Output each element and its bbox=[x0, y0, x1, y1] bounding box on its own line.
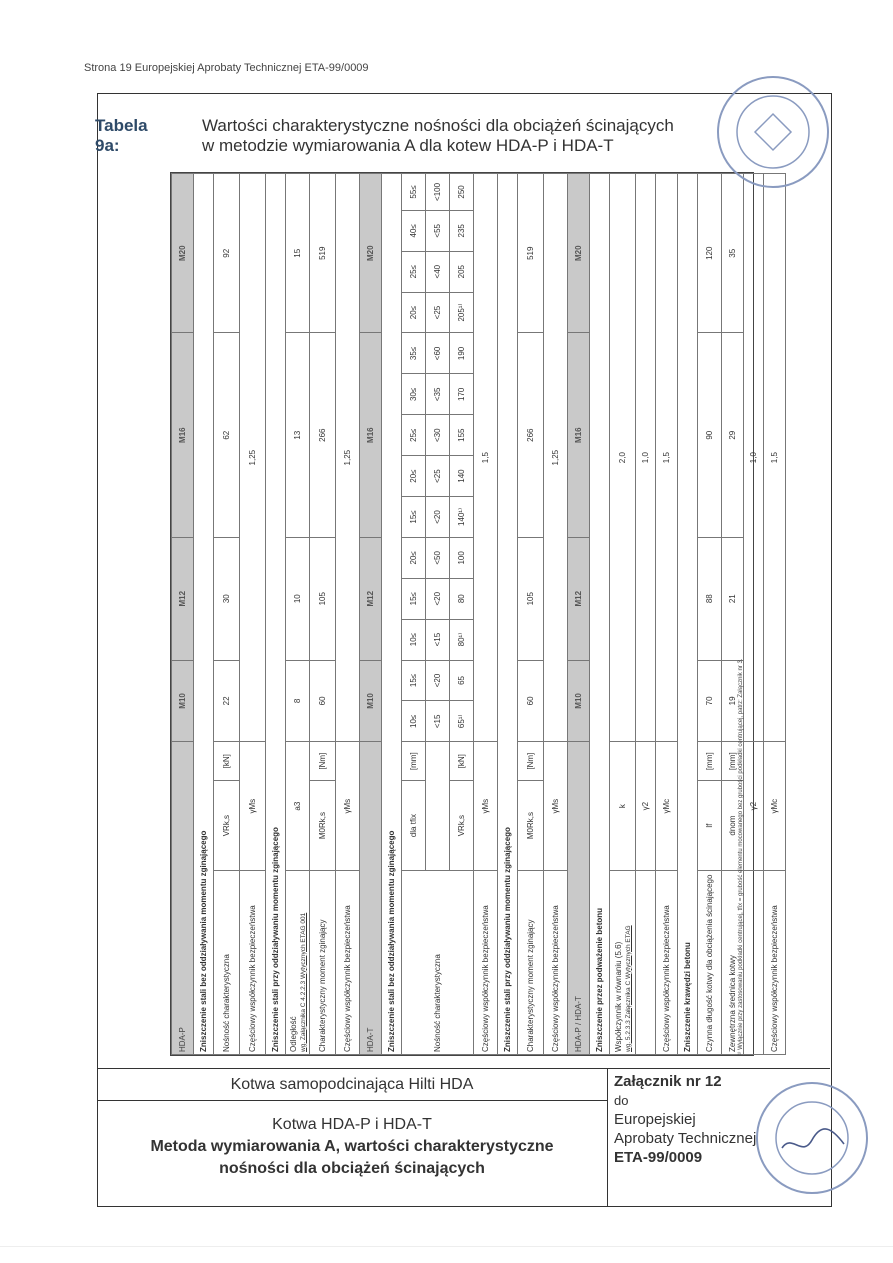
symbol: VRk,s bbox=[450, 781, 474, 871]
symbol: VRk,s bbox=[214, 781, 240, 871]
row-label-main: Współczynnik w równaniu (5.6) bbox=[613, 941, 623, 1052]
unit: [mm] bbox=[698, 742, 722, 781]
cell-value: 21 bbox=[722, 537, 744, 660]
cell-value: <25 bbox=[426, 292, 450, 333]
cell-value: 105 bbox=[518, 537, 544, 660]
cell-value: 2,0 bbox=[610, 174, 636, 742]
footer-divider-top bbox=[97, 1068, 830, 1069]
cell-value: <15 bbox=[426, 619, 450, 660]
table-row bbox=[498, 174, 518, 1055]
cell-value: 10≤ bbox=[402, 619, 426, 660]
cell-value: 1,5 bbox=[474, 174, 498, 742]
footer-line-3: nośności dla obciążeń ścinających bbox=[219, 1160, 485, 1177]
row-label: Częściowy współczynnik bezpieczeństwa bbox=[544, 871, 568, 1055]
row-label: Zewnętrzna średnica kotwy bbox=[722, 871, 744, 1055]
table-row bbox=[240, 174, 266, 1055]
rotated-table bbox=[171, 173, 779, 1055]
row-label bbox=[610, 871, 636, 1055]
unit: [Nm] bbox=[310, 742, 336, 781]
cell-value: 80 bbox=[450, 578, 474, 619]
cell-value: 20≤ bbox=[402, 456, 426, 497]
title-line-1: Wartości charakterystyczne nośności dla obciążeń ścinających bbox=[202, 116, 674, 135]
cell-value: 15≤ bbox=[402, 578, 426, 619]
cell-value: 35 bbox=[722, 174, 744, 333]
annex-line-3: ETA-99/0009 bbox=[614, 1149, 703, 1166]
cell-value: 1,5 bbox=[656, 174, 678, 742]
rotated-table-host bbox=[170, 172, 779, 1056]
cell-value: <30 bbox=[426, 415, 450, 456]
cell-value: 29 bbox=[722, 333, 744, 537]
cell-value: 40≤ bbox=[402, 210, 426, 251]
cell-value: 266 bbox=[518, 333, 544, 537]
page-edge bbox=[0, 1246, 893, 1247]
size-m16: M16 bbox=[568, 333, 590, 537]
symbol: γMc bbox=[764, 742, 786, 871]
row-label-ref: wg. Załącznika C 4.2.2.3 Wytycznych ETAG 001 bbox=[299, 912, 307, 1052]
unit: [Nm] bbox=[518, 742, 544, 781]
cell-value: 62 bbox=[214, 333, 240, 537]
size-m12: M12 bbox=[172, 537, 194, 660]
footer-line-2: Metoda wymiarowania A, wartości charakterystyczne bbox=[150, 1138, 554, 1155]
footer-description bbox=[97, 1114, 607, 1180]
table-row bbox=[698, 174, 722, 1055]
page-header: Strona 19 Europejskiej Aprobaty Technicznej ETA-99/0009 bbox=[84, 62, 369, 74]
row-label: Częściowy współczynnik bezpieczeństwa bbox=[474, 871, 498, 1055]
cell-value: 35≤ bbox=[402, 333, 426, 374]
cell-value: 30≤ bbox=[402, 374, 426, 415]
table-row bbox=[214, 174, 240, 1055]
title-line-2: w metodzie wymiarowania A dla kotew HDA-P i HDA-T bbox=[202, 136, 614, 155]
section-heading: Zniszczenie stali przy oddziaływaniu momentu zginającego bbox=[266, 174, 286, 1055]
table-row bbox=[744, 174, 764, 1055]
size-m20: M20 bbox=[568, 174, 590, 333]
unit: [mm] bbox=[402, 742, 426, 781]
row-label-ref: wg. 5.2.3.3 Załącznika C Wytycznych ETAG bbox=[624, 925, 632, 1052]
cell-value: 60 bbox=[310, 660, 336, 742]
symbol: γ2 bbox=[636, 742, 656, 871]
symbol: γMc bbox=[656, 742, 678, 871]
table-row bbox=[474, 174, 498, 1055]
annex-line-2: Aprobaty Technicznej bbox=[614, 1130, 757, 1147]
cell-value: 55≤ bbox=[402, 174, 426, 211]
cell-value: 1,0 bbox=[636, 174, 656, 742]
size-m12: M12 bbox=[568, 537, 590, 660]
section-heading: Zniszczenie stali przy oddziaływaniu momentu zginającego bbox=[498, 174, 518, 1055]
unit: [kN] bbox=[450, 742, 474, 781]
footer-divider-mid bbox=[97, 1100, 607, 1101]
cell-value: 1,25 bbox=[544, 174, 568, 742]
cell-value: 519 bbox=[518, 174, 544, 333]
row-label: Częściowy współczynnik bezpieczeństwa bbox=[656, 871, 678, 1055]
cell-value: 90 bbox=[698, 333, 722, 537]
cell-value: 13 bbox=[286, 333, 310, 537]
cell-value: 1,5 bbox=[764, 174, 786, 742]
row-label: Charakterystyczny moment zginający bbox=[518, 871, 544, 1055]
annex-block bbox=[614, 1072, 756, 1167]
cell-value: 10≤ bbox=[402, 701, 426, 742]
symbol: a3 bbox=[286, 742, 310, 871]
cell-value: 20≤ bbox=[402, 292, 426, 333]
table-row bbox=[610, 174, 636, 1055]
section-heading: Zniszczenie przez podważenie betonu bbox=[590, 174, 610, 1055]
section-heading: Zniszczenie stali bez oddziaływania momentu zginającego bbox=[382, 174, 402, 1055]
symbol: dla tfix bbox=[402, 781, 426, 871]
size-m10: M10 bbox=[172, 660, 194, 742]
symbol: γMs bbox=[544, 742, 568, 871]
cell-value: 140 bbox=[450, 456, 474, 497]
table-row bbox=[568, 174, 590, 1055]
table-row bbox=[764, 174, 786, 1055]
row-label bbox=[286, 871, 310, 1055]
table-label: Tabela 9a: bbox=[95, 116, 148, 155]
cell-value: 25≤ bbox=[402, 251, 426, 292]
cell-value: 250 bbox=[450, 174, 474, 211]
table-row bbox=[286, 174, 310, 1055]
footer-line-1: Kotwa HDA-P i HDA-T bbox=[272, 1116, 432, 1133]
cell-value: 22 bbox=[214, 660, 240, 742]
row-label-empty bbox=[636, 871, 656, 1055]
footer-product: Kotwa samopodcinająca Hilti HDA bbox=[230, 1076, 474, 1093]
official-stamp-icon bbox=[713, 72, 833, 192]
cell-value: 266 bbox=[310, 333, 336, 537]
official-stamp-icon bbox=[752, 1078, 872, 1198]
size-m10: M10 bbox=[360, 660, 382, 742]
row-label: Częściowy współczynnik bezpieczeństwa bbox=[764, 871, 786, 1055]
table-row bbox=[544, 174, 568, 1055]
size-m16: M16 bbox=[360, 333, 382, 537]
table-row bbox=[266, 174, 286, 1055]
size-m10: M10 bbox=[568, 660, 590, 742]
cell-value: 92 bbox=[214, 174, 240, 333]
table-row bbox=[590, 174, 610, 1055]
shear-resistance-table bbox=[171, 173, 786, 1055]
cell-value: 10 bbox=[286, 537, 310, 660]
row-label: Nośność charakterystyczna bbox=[402, 871, 474, 1055]
row-label: Charakterystyczny moment zginający bbox=[310, 871, 336, 1055]
cell-value: <50 bbox=[426, 537, 450, 578]
cell-value: 155 bbox=[450, 415, 474, 456]
annex-line-1: Europejskiej bbox=[614, 1111, 696, 1128]
row-label: Czynna długość kotwy dla obciążenia ścinającego bbox=[698, 871, 722, 1055]
cell-value: 205 bbox=[450, 251, 474, 292]
cell-value: 100 bbox=[450, 537, 474, 578]
table-row bbox=[402, 174, 426, 1055]
cell-value: <35 bbox=[426, 374, 450, 415]
cell-value: <100 bbox=[426, 174, 450, 211]
footer-divider-vertical bbox=[607, 1068, 608, 1206]
cell-value: <40 bbox=[426, 251, 450, 292]
cell-value: 20≤ bbox=[402, 537, 426, 578]
cell-value: 1,0 bbox=[744, 174, 764, 742]
cell-value: 120 bbox=[698, 174, 722, 333]
cell-value: <55 bbox=[426, 210, 450, 251]
symbol: γMs bbox=[474, 742, 498, 871]
cell-value: 519 bbox=[310, 174, 336, 333]
symbol: M0Rk,s bbox=[310, 781, 336, 871]
cell-value: <20 bbox=[426, 497, 450, 538]
cell-value: 140¹⁾ bbox=[450, 497, 474, 538]
cell-value: 235 bbox=[450, 210, 474, 251]
table-row bbox=[194, 174, 214, 1055]
table-row bbox=[518, 174, 544, 1055]
size-m12: M12 bbox=[360, 537, 382, 660]
table-row bbox=[656, 174, 678, 1055]
section-heading: Zniszczenie stali bez oddziaływania momentu zginającego bbox=[194, 174, 214, 1055]
row-label-main: Odległość bbox=[288, 1016, 298, 1052]
annex-title: Załącznik nr 12 bbox=[614, 1073, 722, 1090]
cell-value: 1,25 bbox=[240, 174, 266, 742]
symbol: lf bbox=[698, 781, 722, 871]
cell-value: 30 bbox=[214, 537, 240, 660]
cell-value: 60 bbox=[518, 660, 544, 742]
cell-value: 105 bbox=[310, 537, 336, 660]
row-label-empty bbox=[744, 871, 764, 1055]
cell-value: 170 bbox=[450, 374, 474, 415]
cell-value: 1,25 bbox=[336, 174, 360, 742]
annex-do: do bbox=[614, 1093, 629, 1108]
symbol: M0Rk,s bbox=[518, 781, 544, 871]
unit: [mm] bbox=[722, 742, 744, 781]
cell-value: <20 bbox=[426, 660, 450, 701]
cell-value: 65 bbox=[450, 660, 474, 701]
row-label: Częściowy współczynnik bezpieczeństwa bbox=[336, 871, 360, 1055]
cell-value: <20 bbox=[426, 578, 450, 619]
table-row bbox=[360, 174, 382, 1055]
cell-value: 65¹⁾ bbox=[450, 701, 474, 742]
cell-value: 190 bbox=[450, 333, 474, 374]
hda-t-header: HDA-T bbox=[360, 742, 382, 1055]
cell-value: 205¹⁾ bbox=[450, 292, 474, 333]
table-row bbox=[636, 174, 656, 1055]
row-label: Częściowy współczynnik bezpieczeństwa bbox=[240, 871, 266, 1055]
symbol: γMs bbox=[336, 742, 360, 871]
hda-p-header: HDA-P bbox=[172, 742, 194, 1055]
table-row bbox=[382, 174, 402, 1055]
cell-value: 15 bbox=[286, 174, 310, 333]
hda-pt-header: HDA-P / HDA-T bbox=[568, 742, 590, 1055]
table-row bbox=[678, 174, 698, 1055]
symbol: γMs bbox=[240, 742, 266, 871]
symbol: γ2 bbox=[744, 742, 764, 871]
footnote: ¹⁾ Wyłącznie przy zastosowaniu podkładki centrującej, tfix = grubość elementu mocowanego bez grubości podkładki centrującej, patrz: Załącznik nr 3. bbox=[738, 658, 744, 1055]
cell-value: 15≤ bbox=[402, 660, 426, 701]
cell-value: <25 bbox=[426, 456, 450, 497]
cell-value: 70 bbox=[698, 660, 722, 742]
symbol: dnom bbox=[722, 781, 744, 871]
cell-value: 80¹⁾ bbox=[450, 619, 474, 660]
cell-value: 19 bbox=[722, 660, 744, 742]
size-m20: M20 bbox=[172, 174, 194, 333]
row-label: Nośność charakterystyczna bbox=[214, 871, 240, 1055]
unit: [kN] bbox=[214, 742, 240, 781]
table-row bbox=[310, 174, 336, 1055]
cell-value: 25≤ bbox=[402, 415, 426, 456]
cell-value: <15 bbox=[426, 701, 450, 742]
size-m16: M16 bbox=[172, 333, 194, 537]
spacer bbox=[426, 742, 450, 871]
symbol: k bbox=[610, 742, 636, 871]
size-m20: M20 bbox=[360, 174, 382, 333]
section-heading: Zniszczenie krawędzi betonu bbox=[678, 174, 698, 1055]
cell-value: 88 bbox=[698, 537, 722, 660]
cell-value: 8 bbox=[286, 660, 310, 742]
table-row bbox=[172, 174, 194, 1055]
cell-value: <60 bbox=[426, 333, 450, 374]
table-row bbox=[336, 174, 360, 1055]
cell-value: 15≤ bbox=[402, 497, 426, 538]
